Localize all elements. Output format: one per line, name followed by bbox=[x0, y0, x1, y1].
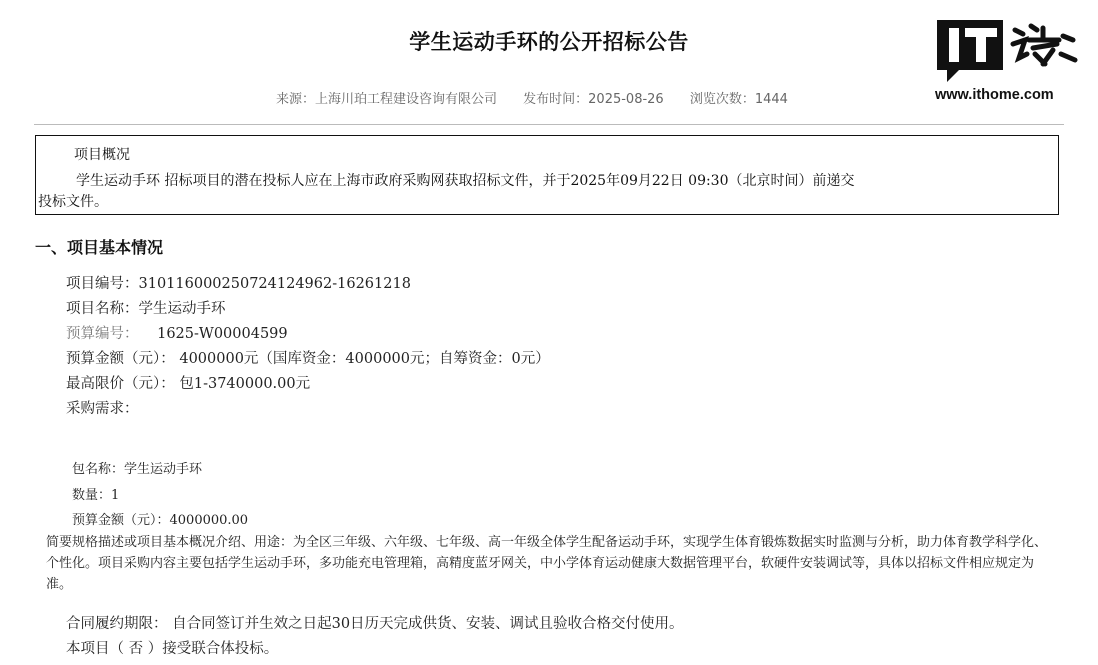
package-name: 包名称：学生运动手环 bbox=[72, 462, 203, 477]
overview-heading: 项目概况 bbox=[74, 147, 130, 163]
budget-number bbox=[66, 322, 288, 343]
budget-amount: 预算金额（元）： 4000000元（国库资金：4000000元；自筹资金：0元） bbox=[66, 351, 550, 367]
overview-box bbox=[35, 135, 1059, 215]
contract-period: 合同履约期限： 自合同签订并生效之日起30日历天完成供货、安装、调试且验收合格交付使用。 bbox=[66, 616, 684, 632]
purchase-requirement: 采购需求： bbox=[66, 401, 139, 417]
source-text: 来源：上海川珀工程建设咨询有限公司 bbox=[276, 92, 498, 107]
max-price: 最高限价（元）： 包1-3740000.00元 bbox=[66, 376, 311, 392]
package-quantity: 数量：1 bbox=[72, 488, 120, 503]
section-title: 一、项目基本情况 bbox=[35, 238, 164, 257]
page-title: 学生运动手环的公开招标公告 bbox=[409, 30, 689, 54]
package-description: 简要规格描述或项目基本概况介绍、用途：为全区三年级、六年级、七年级、高一年级全体学生配备运动手环，实现学生体育锻炼数据实时监测与分析，助力体育教学科学化、个性化。项目采购内容主要包括学生运动手环，多功能充电管理箱，高精度蓝牙网关，中小学体育运动健康大数据管理平台，软硬件安装调试等，具体以招标文件相应规定为准。 bbox=[46, 535, 1048, 592]
overview-text-line2: 投标文件。 bbox=[38, 194, 108, 210]
budget-number-value: 1625-W00004599 bbox=[157, 326, 288, 342]
publish-time: 发布时间：2025-08-26 bbox=[523, 92, 664, 107]
project-name: 项目名称：学生运动手环 bbox=[66, 301, 226, 317]
header-divider bbox=[34, 124, 1064, 125]
project-number: 项目编号：310116000250724124962-16261218 bbox=[66, 276, 411, 292]
budget-number-label: 预算编号： bbox=[66, 326, 139, 342]
logo-url[interactable]: www.ithome.com bbox=[935, 87, 1054, 103]
package-budget: 预算金额（元）：4000000.00 bbox=[72, 513, 249, 528]
consortium-bid: 本项目（ 否 ）接受联合体投标。 bbox=[66, 641, 279, 657]
overview-text-line1: 学生运动手环 招标项目的潜在投标人应在上海市政府采购网获取招标文件，并于2025年09月22日 09:30（北京时间）前递交 bbox=[76, 173, 855, 189]
article-meta bbox=[276, 88, 810, 107]
view-count: 浏览次数：1444 bbox=[689, 92, 788, 107]
